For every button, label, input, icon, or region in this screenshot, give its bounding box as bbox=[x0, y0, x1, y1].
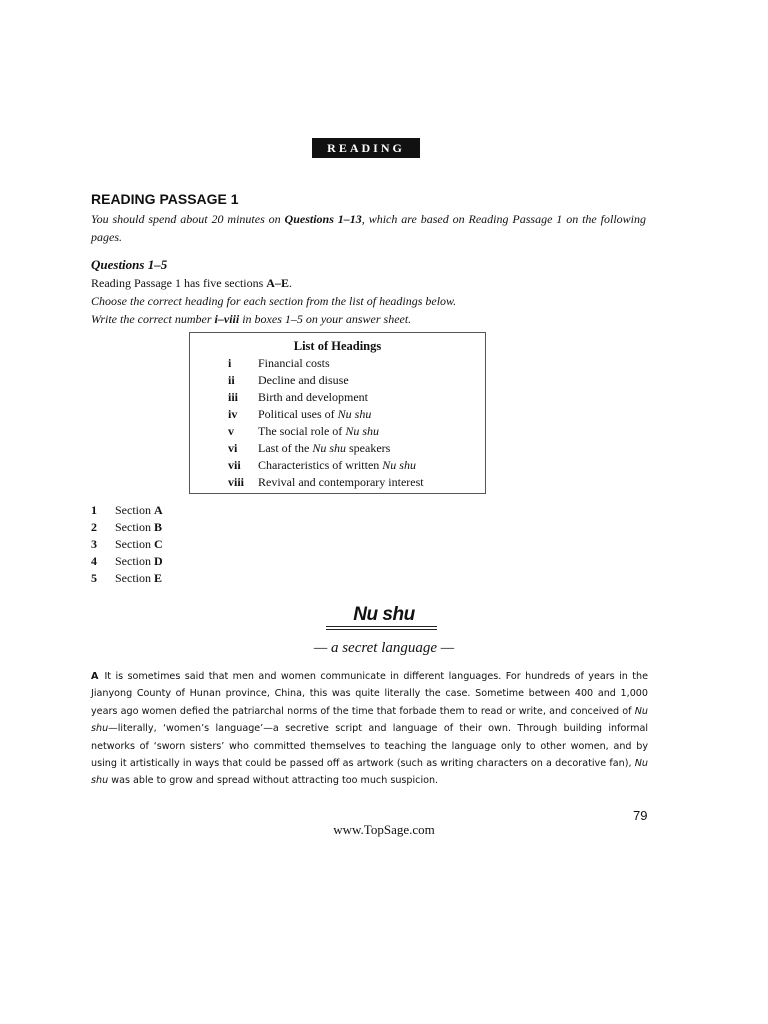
heading-text: Revival and contemporary interest bbox=[258, 475, 424, 489]
q1-bold: A–E bbox=[266, 276, 289, 290]
questions-title: Questions 1–5 bbox=[91, 257, 168, 272]
heading-item bbox=[190, 423, 485, 440]
heading-item bbox=[190, 474, 485, 491]
heading-num: v bbox=[228, 424, 234, 438]
heading-item bbox=[190, 389, 485, 406]
section-num: 4 bbox=[91, 554, 97, 568]
section-label: Section A bbox=[115, 503, 163, 517]
title-underline bbox=[326, 626, 437, 627]
article-title: Nu shu bbox=[353, 604, 415, 625]
heading-text: The social role of Nu shu bbox=[258, 424, 379, 438]
heading-num: ii bbox=[228, 373, 235, 387]
questions-line-2: Choose the correct heading for each section from the list of headings below. bbox=[91, 294, 457, 308]
instr-bold: Questions 1–13 bbox=[284, 212, 362, 226]
section-label: Section E bbox=[115, 571, 163, 585]
section-banner: READING bbox=[312, 138, 420, 158]
passage-title: READING PASSAGE 1 bbox=[91, 191, 239, 207]
footer-url: www.TopSage.com bbox=[333, 822, 435, 837]
paragraph-letter: A bbox=[91, 671, 99, 682]
heading-text: Characteristics of written Nu shu bbox=[258, 458, 416, 472]
section-num: 2 bbox=[91, 520, 97, 534]
q3-a: Write the correct number bbox=[91, 312, 215, 326]
title-underline bbox=[326, 629, 437, 630]
heading-item bbox=[190, 355, 485, 372]
heading-text: Last of the Nu shu speakers bbox=[258, 441, 391, 455]
article-subtitle: — a secret language — bbox=[313, 640, 455, 656]
heading-item bbox=[190, 457, 485, 474]
section-label: Section D bbox=[115, 554, 163, 568]
heading-text: Decline and disuse bbox=[258, 373, 349, 387]
section-label: Section C bbox=[115, 537, 163, 551]
paragraph-text: was able to grow and spread without attracting too much suspicion. bbox=[108, 775, 439, 787]
questions-line-3 bbox=[91, 310, 411, 328]
q3-b: i–viii bbox=[214, 312, 240, 326]
heading-text: Birth and development bbox=[258, 390, 368, 404]
paragraph-text: It is sometimes said that men and women communicate in different languages. For hundreds of years in the Jianyong County of Hunan province, China, this was quite literally the case. Sometime between 400 and 1,000 years ago women defied the patriarchal norms of the time that forbade them to read or write, and conceived of bbox=[91, 671, 648, 717]
section-num: 5 bbox=[91, 571, 97, 585]
heading-item bbox=[190, 440, 485, 457]
q1-end: . bbox=[288, 276, 292, 290]
heading-item bbox=[190, 372, 485, 389]
heading-num: viii bbox=[228, 475, 245, 489]
heading-text: Financial costs bbox=[258, 356, 330, 370]
q1-text: Reading Passage 1 has five sections bbox=[91, 276, 267, 290]
heading-num: vi bbox=[228, 441, 238, 455]
heading-item bbox=[190, 406, 485, 423]
heading-num: iv bbox=[228, 407, 238, 421]
headings-box bbox=[189, 332, 486, 494]
questions-line-1 bbox=[91, 274, 292, 292]
paragraph-italic: Nu shu bbox=[91, 705, 648, 735]
page-number: 79 bbox=[633, 808, 648, 823]
article-paragraph-a bbox=[91, 668, 648, 790]
heading-num: iii bbox=[228, 390, 239, 404]
heading-text: Political uses of Nu shu bbox=[258, 407, 372, 421]
q3-c: in boxes 1–5 on your answer sheet. bbox=[239, 312, 412, 326]
instr-text: You should spend about 20 minutes on bbox=[91, 212, 285, 226]
headings-title: List of Headings bbox=[293, 339, 382, 353]
heading-num: vii bbox=[228, 458, 241, 472]
paragraph-italic: Nu shu bbox=[91, 758, 648, 787]
section-label: Section B bbox=[115, 520, 163, 534]
paragraph-text: —literally, ‘women’s language’—a secretive script and language of their own. Through building informal networks of ‘sworn sisters’ who committed themselves to teaching the language only to other women, and by using it artistically in ways that could be passed off as artwork (such as writing characters on a decorative fan), bbox=[91, 723, 648, 770]
passage-instructions bbox=[91, 210, 646, 246]
section-num: 3 bbox=[91, 537, 97, 551]
heading-num: i bbox=[228, 356, 232, 370]
instr-text-end: , which are based on Reading Passage 1 on the following pages. bbox=[91, 212, 646, 244]
section-num: 1 bbox=[91, 503, 97, 517]
